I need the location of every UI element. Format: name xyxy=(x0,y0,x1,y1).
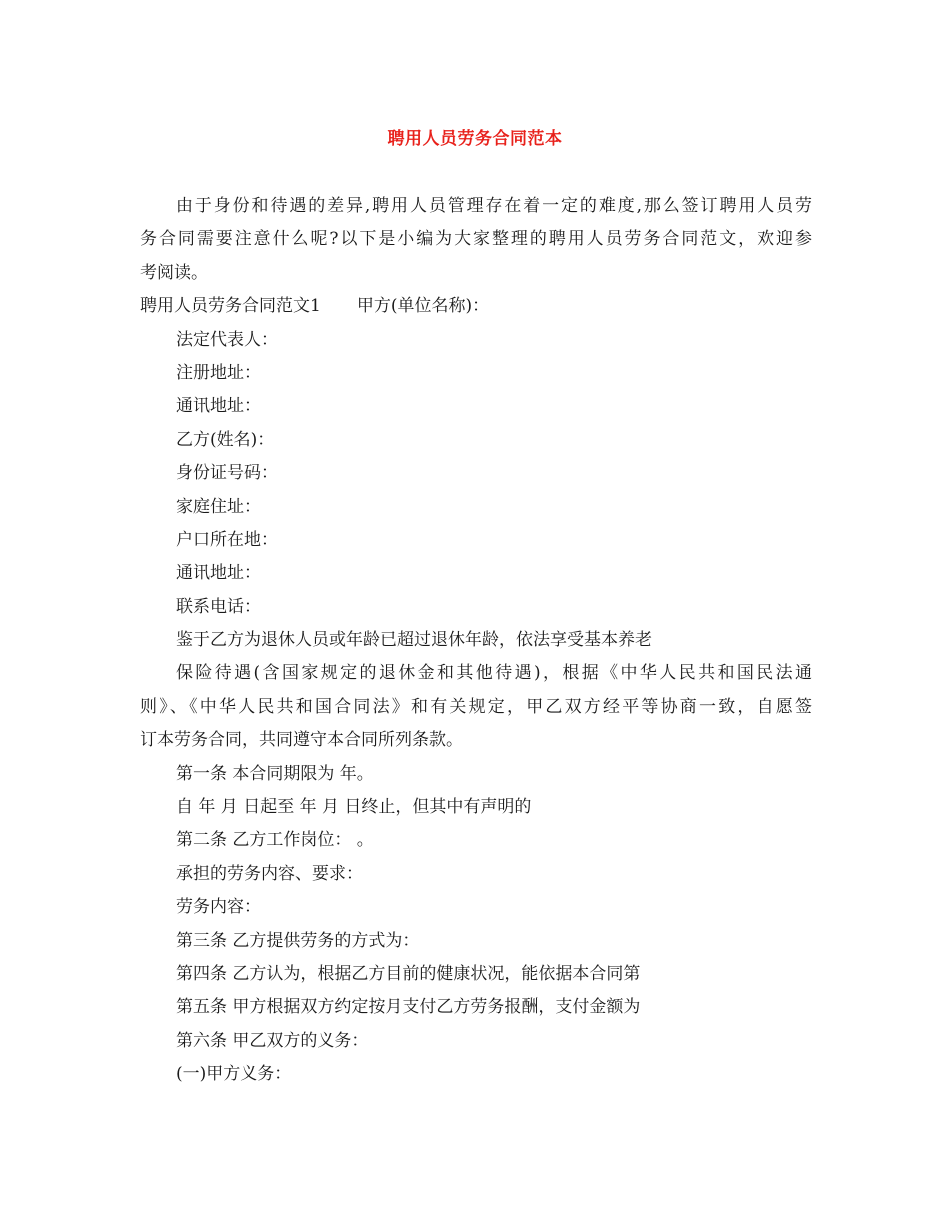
clause-6: 第六条 甲乙双方的义务： xyxy=(176,1030,369,1051)
sample-heading: 聘用人员劳务合同范文1 xyxy=(140,296,321,317)
document-title: 聘用人员劳务合同范本 xyxy=(387,129,563,149)
insurance-line: 保险待遇(含国家规定的退休金和其他待遇)，根据《中华人民共和国民法通 xyxy=(176,663,812,684)
field-party-b-name: 乙方(姓名)： xyxy=(176,429,275,450)
field-home-address: 家庭住址： xyxy=(176,496,261,517)
insurance-line: 订本劳务合同，共同遵守本合同所列条款。 xyxy=(140,730,463,751)
clause-2: 第二条 乙方工作岗位： 。 xyxy=(176,830,374,851)
intro-line: 考阅读。 xyxy=(140,262,208,283)
field-mailing-address: 通讯地址： xyxy=(176,396,261,417)
clause-2-requirements: 承担的劳务内容、要求： xyxy=(176,863,363,884)
field-id-number: 身份证号码： xyxy=(176,463,278,484)
field-phone: 联系电话： xyxy=(176,596,261,617)
clause-6-party-a-duties: (一)甲方义务： xyxy=(176,1064,292,1085)
clause-1: 第一条 本合同期限为 年。 xyxy=(176,763,374,784)
insurance-line: 则》、《中华人民共和国合同法》和有关规定，甲乙双方经平等协商一致，自愿签 xyxy=(140,696,812,717)
sample-heading-line xyxy=(140,290,812,323)
field-registered-address: 注册地址： xyxy=(176,362,261,383)
intro-line: 由于身份和待遇的差异,聘用人员管理存在着一定的难度,那么签订聘用人员劳 xyxy=(176,196,812,216)
field-mailing-address-b: 通讯地址： xyxy=(176,563,261,584)
intro-line: 务合同需要注意什么呢?以下是小编为大家整理的聘用人员劳务合同范文，欢迎参 xyxy=(140,229,812,250)
field-household-registration: 户口所在地： xyxy=(176,529,278,550)
clause-2-content: 劳务内容： xyxy=(176,897,261,918)
clause-1-period: 自 年 月 日起至 年 月 日终止，但其中有声明的 xyxy=(176,797,532,818)
clause-4: 第四条 乙方认为，根据乙方目前的健康状况，能依据本合同第 xyxy=(176,963,641,984)
preamble-line: 鉴于乙方为退休人员或年龄已超过退休年龄，依法享受基本养老 xyxy=(176,630,652,651)
document-body xyxy=(140,190,812,1092)
clause-3: 第三条 乙方提供劳务的方式为： xyxy=(176,930,420,951)
clause-5: 第五条 甲方根据双方约定按月支付乙方劳务报酬，支付金额为 xyxy=(176,997,641,1018)
party-a-label: 甲方(单位名称)： xyxy=(356,296,490,317)
field-legal-representative: 法定代表人： xyxy=(176,329,278,350)
